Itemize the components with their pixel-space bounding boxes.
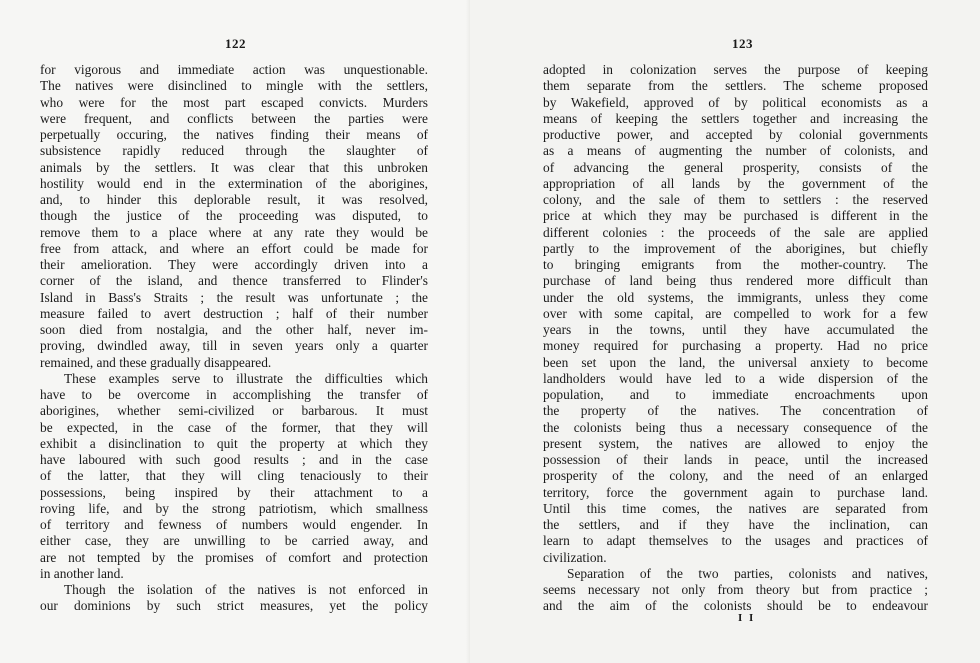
text-line: Though the isolation of the natives is not enforced in xyxy=(64,582,428,597)
text-line: by Wakefield, approved of by political economists as a xyxy=(543,94,928,110)
text-line: colony, and the sale of them to settlers : the reserved xyxy=(543,192,928,207)
text-line: productive power, and accepted by colonial governments xyxy=(543,127,928,142)
text-line: over with some capital, are compelled to work for a few xyxy=(543,305,928,321)
text-line: means of keeping the settlers together and increasing the xyxy=(543,110,928,126)
text-line: exhibit a disinclination to quit the property at which they xyxy=(40,435,428,451)
text-line: territory, force the government again to purchase land. xyxy=(543,484,928,500)
text-line: learn to adapt themselves to the usages and practices of xyxy=(543,533,928,549)
text-line: to bringing emigrants from the mother-country. The xyxy=(543,257,928,272)
text-line: years in the towns, until they have accumulated the xyxy=(543,322,928,337)
text-line: under the old systems, the immigrants, unless they come xyxy=(543,289,928,305)
text-line: perpetually occuring, the natives finding their means of xyxy=(40,127,428,142)
text-line: our dominions by such strict measures, yet the policy xyxy=(40,598,428,614)
text-line: corner of the island, and thence transferred to Flinder's xyxy=(40,273,428,289)
text-line: for vigorous and immediate action was unquestionable. xyxy=(40,62,428,77)
text-line: animals by the settlers. It was clear that this unbroken xyxy=(40,159,428,175)
text-line: and, to hinder this deplorable result, it was resolved, xyxy=(40,192,428,207)
text-line: present system, the natives are allowed to enjoy the xyxy=(543,435,928,451)
text-line: were frequent, and conflicts between the parties were xyxy=(40,110,428,126)
text-line: either case, they are unwilling to be carried away, and xyxy=(40,533,428,549)
page-body-text xyxy=(543,62,928,615)
text-line: have to be overcome in accomplishing the transfer of xyxy=(40,387,428,402)
text-line: of advancing the general prosperity, consists of the xyxy=(543,159,928,175)
text-line: proving, dwindled away, till in seven years only a quarter xyxy=(40,338,428,354)
text-line: remained, and these gradually disappeared. xyxy=(40,354,272,370)
text-line: as a means of augmenting the number of colonists, and xyxy=(543,143,928,159)
text-line: Island in Bass's Straits ; the result was unfortunate ; the xyxy=(40,289,428,305)
text-line: money required for purchasing a property. Had no price xyxy=(543,338,928,354)
text-line: of territory and fewness of numbers would engender. In xyxy=(40,517,428,532)
text-line: prosperity of the colony, and the need of an enlarged xyxy=(543,468,928,484)
text-line: remove them to a place where at any rate they would be xyxy=(40,224,428,240)
text-line: their amelioration. They were accordingly driven into a xyxy=(40,257,428,272)
text-line: the property of the natives. The concentration of xyxy=(543,403,928,419)
right-page xyxy=(470,0,980,663)
text-line: purchase of land being thus rendered more difficult than xyxy=(543,273,928,289)
text-line: appropriation of all lands by the government of the xyxy=(543,175,928,191)
text-line: measure failed to avert destruction ; half of their number xyxy=(40,305,428,321)
text-line: soon died from nostalgia, and the other half, never im- xyxy=(40,322,428,337)
text-line: possession of their lands in peace, until the increased xyxy=(543,452,928,467)
text-line: the colonists being thus a necessary consequence of the xyxy=(543,419,928,435)
text-line: though the justice of the proceeding was disputed, to xyxy=(40,208,428,224)
text-line: have laboured with such good results ; and in the case xyxy=(40,452,428,467)
text-line: and the aim of the colonists should be to endeavour xyxy=(543,598,928,614)
text-line: been set upon the land, the universal anxiety to become xyxy=(543,354,928,370)
text-line: be expected, in the case of the former, that they will xyxy=(40,419,428,435)
page-body-text xyxy=(40,62,428,615)
text-line: population, and to immediate encroachments upon xyxy=(543,387,928,402)
text-line: Until this time comes, the natives are separated from xyxy=(543,500,928,516)
text-line: them separate from the settlers. The scheme proposed xyxy=(543,78,928,94)
page-number: 123 xyxy=(732,36,753,51)
left-page xyxy=(0,0,470,663)
text-line: in another land. xyxy=(40,565,124,581)
page-number: 122 xyxy=(225,36,246,51)
text-line: subsistence rapidly reduced through the slaughter of xyxy=(40,143,428,159)
text-line: aborigines, whether semi-civilized or barbarous. It must xyxy=(40,403,428,419)
text-line: different colonies : the proceeds of the sale are applied xyxy=(543,224,928,240)
text-line: are not tempted by the promises of comfort and protection xyxy=(40,549,428,565)
text-line: adopted in colonization serves the purpose of keeping xyxy=(543,62,928,77)
text-line: possessions, being inspired by their attachment to a xyxy=(40,484,428,500)
text-line: seems necessary not only from theory but from practice ; xyxy=(543,582,928,597)
text-line: of the latter, that they will cling tenaciously to their xyxy=(40,468,428,484)
text-line: These examples serve to illustrate the difficulties which xyxy=(64,370,428,386)
text-line: The natives were disinclined to mingle with the settlers, xyxy=(40,78,428,94)
text-line: Separation of the two parties, colonists and natives, xyxy=(567,565,928,581)
text-line: hostility would end in the extermination of the aborigines, xyxy=(40,175,428,191)
text-line: who were for the most part escaped convicts. Murders xyxy=(40,94,428,110)
text-line: landholders would have led to a wide dispersion of the xyxy=(543,370,928,386)
text-line: price at which they may be purchased is different in the xyxy=(543,208,928,224)
text-line: free from attack, and where an effort could be made for xyxy=(40,240,428,256)
text-line: the settlers, and if they have the inclination, can xyxy=(543,517,928,532)
text-line: roving life, and by the strong patriotism, which smallness xyxy=(40,500,428,516)
signature-mark: I I xyxy=(738,612,756,624)
text-line: civilization. xyxy=(543,549,607,565)
text-line: partly to the improvement of the aborigines, but chiefly xyxy=(543,240,928,256)
